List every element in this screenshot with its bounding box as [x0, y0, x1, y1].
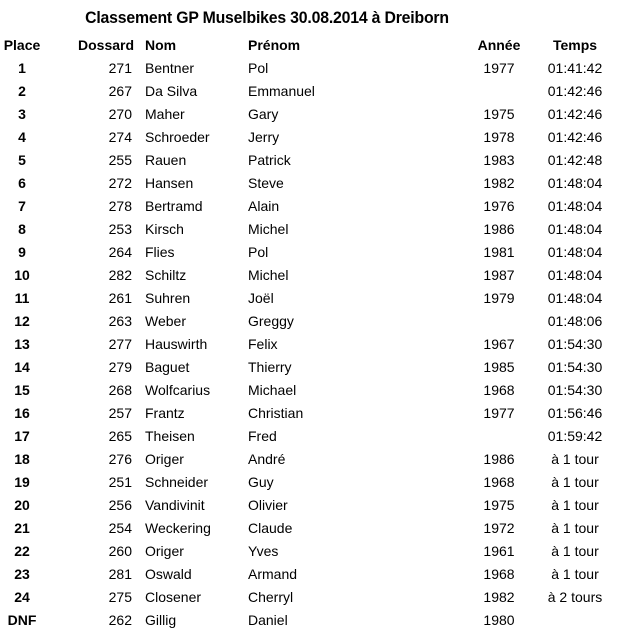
cell-prenom: Michel [248, 267, 289, 283]
cell-annee: 1983 [483, 152, 515, 168]
cell-place: 17 [14, 428, 30, 444]
table-row [0, 402, 620, 424]
table-row [0, 126, 620, 148]
cell-nom: Gillig [145, 612, 177, 628]
cell-annee: 1986 [483, 451, 515, 467]
cell-place: 19 [14, 474, 30, 490]
cell-place: 8 [18, 221, 26, 237]
cell-nom: Wolfcarius [145, 382, 211, 398]
cell-temps: 01:42:48 [547, 152, 603, 168]
header-nom: Nom [145, 37, 177, 53]
cell-temps: à 1 tour [551, 497, 599, 513]
cell-dossard: 251 [108, 474, 132, 490]
cell-annee: 1978 [483, 129, 515, 145]
cell-place: 24 [14, 589, 30, 605]
cell-nom: Origer [145, 543, 184, 559]
cell-prenom: Alain [248, 198, 280, 214]
table-row [0, 172, 620, 194]
cell-dossard: 277 [108, 336, 132, 352]
cell-dossard: 275 [108, 589, 132, 605]
header-prenom: Prénom [248, 37, 301, 53]
table-row [0, 103, 620, 125]
cell-annee: 1976 [483, 198, 515, 214]
cell-dossard: 274 [108, 129, 132, 145]
cell-temps: à 2 tours [547, 589, 603, 605]
cell-place: 18 [14, 451, 30, 467]
cell-prenom: Claude [248, 520, 293, 536]
cell-nom: Theisen [145, 428, 195, 444]
table-header [0, 34, 620, 56]
cell-dossard: 261 [108, 290, 132, 306]
cell-dossard: 253 [108, 221, 132, 237]
table-row [0, 241, 620, 263]
cell-prenom: Daniel [248, 612, 288, 628]
cell-prenom: Jerry [248, 129, 280, 145]
cell-nom: Da Silva [145, 83, 198, 99]
cell-place: 22 [14, 543, 30, 559]
cell-annee: 1975 [483, 106, 515, 122]
cell-prenom: Armand [248, 566, 298, 582]
cell-nom: Suhren [145, 290, 191, 306]
cell-annee: 1985 [483, 359, 515, 375]
cell-place: 2 [18, 83, 26, 99]
cell-temps: 01:54:30 [547, 336, 603, 352]
cell-nom: Oswald [145, 566, 192, 582]
table-row [0, 57, 620, 79]
cell-dossard: 254 [108, 520, 132, 536]
header-place: Place [3, 37, 41, 53]
cell-nom: Vandivinit [145, 497, 205, 513]
cell-nom: Schiltz [145, 267, 187, 283]
cell-temps: 01:48:04 [547, 244, 603, 260]
table-row [0, 425, 620, 447]
cell-dossard: 255 [108, 152, 132, 168]
cell-dossard: 256 [108, 497, 132, 513]
cell-prenom: Cherryl [248, 589, 294, 605]
cell-prenom: Joël [248, 290, 274, 306]
cell-prenom: Steve [248, 175, 284, 191]
table-row [0, 540, 620, 562]
table-row [0, 379, 620, 401]
cell-dossard: 267 [108, 83, 132, 99]
cell-temps: à 1 tour [551, 543, 599, 559]
cell-annee: 1987 [483, 267, 515, 283]
cell-place: 6 [18, 175, 26, 191]
table-row [0, 195, 620, 217]
cell-prenom: Yves [248, 543, 279, 559]
cell-temps: 01:54:30 [547, 359, 603, 375]
cell-temps: 01:59:42 [547, 428, 603, 444]
cell-dossard: 268 [108, 382, 132, 398]
cell-place: 1 [18, 60, 26, 76]
cell-prenom: Pol [248, 60, 269, 76]
cell-nom: Schroeder [145, 129, 210, 145]
cell-temps: 01:41:42 [547, 60, 603, 76]
cell-annee: 1968 [483, 474, 515, 490]
cell-prenom: Pol [248, 244, 269, 260]
cell-nom: Closener [145, 589, 202, 605]
cell-prenom: Emmanuel [248, 83, 315, 99]
cell-dossard: 279 [108, 359, 132, 375]
table-row [0, 586, 620, 608]
cell-nom: Bentner [145, 60, 195, 76]
table-row [0, 563, 620, 585]
cell-place: 12 [14, 313, 30, 329]
cell-annee: 1972 [483, 520, 515, 536]
cell-nom: Weber [145, 313, 186, 329]
table-row [0, 471, 620, 493]
cell-dossard: 282 [108, 267, 132, 283]
table-row [0, 80, 620, 102]
cell-annee: 1980 [483, 612, 515, 628]
cell-dossard: 263 [108, 313, 132, 329]
table-row [0, 264, 620, 286]
header-annee: Année [477, 37, 521, 53]
cell-dossard: 262 [108, 612, 132, 628]
cell-nom: Flies [145, 244, 175, 260]
cell-nom: Frantz [145, 405, 185, 421]
cell-nom: Weckering [145, 520, 211, 536]
cell-prenom: Guy [248, 474, 274, 490]
table-row [0, 333, 620, 355]
page-title: Classement GP Muselbikes 30.08.2014 à Dreiborn [85, 8, 449, 27]
cell-temps: 01:48:04 [547, 175, 603, 191]
cell-nom: Hauswirth [145, 336, 208, 352]
cell-dossard: 270 [108, 106, 132, 122]
cell-temps: 01:56:46 [547, 405, 603, 421]
table-row [0, 218, 620, 240]
cell-place: 3 [18, 106, 26, 122]
table-row [0, 494, 620, 516]
cell-temps: à 1 tour [551, 566, 599, 582]
cell-dossard: 281 [108, 566, 132, 582]
cell-prenom: Michel [248, 221, 289, 237]
cell-nom: Hansen [145, 175, 194, 191]
cell-annee: 1982 [483, 175, 515, 191]
cell-prenom: Patrick [248, 152, 291, 168]
cell-place: 20 [14, 497, 30, 513]
cell-annee: 1968 [483, 566, 515, 582]
cell-prenom: Olivier [248, 497, 288, 513]
header-dossard: Dossard [78, 37, 135, 53]
cell-place: 16 [14, 405, 30, 421]
cell-temps: 01:42:46 [547, 83, 603, 99]
table-row [0, 149, 620, 171]
table-row [0, 609, 620, 631]
cell-annee: 1981 [483, 244, 515, 260]
table-row [0, 356, 620, 378]
cell-prenom: Christian [248, 405, 304, 421]
cell-prenom: André [248, 451, 286, 467]
cell-annee: 1986 [483, 221, 515, 237]
cell-temps: 01:48:04 [547, 221, 603, 237]
cell-dossard: 276 [108, 451, 132, 467]
cell-temps: à 1 tour [551, 451, 599, 467]
cell-temps: 01:42:46 [547, 129, 603, 145]
cell-prenom: Fred [248, 428, 277, 444]
cell-place: 23 [14, 566, 30, 582]
cell-temps: à 1 tour [551, 520, 599, 536]
cell-dossard: 265 [108, 428, 132, 444]
cell-prenom: Greggy [248, 313, 294, 329]
cell-nom: Origer [145, 451, 184, 467]
cell-annee: 1968 [483, 382, 515, 398]
cell-place: 7 [18, 198, 26, 214]
cell-place: 14 [14, 359, 30, 375]
cell-nom: Baguet [145, 359, 190, 375]
cell-dossard: 264 [108, 244, 132, 260]
cell-place: 10 [14, 267, 30, 283]
table-row [0, 310, 620, 332]
cell-place: 9 [18, 244, 26, 260]
cell-temps: 01:48:06 [547, 313, 603, 329]
cell-prenom: Gary [248, 106, 279, 122]
cell-place: 11 [14, 290, 30, 306]
cell-place: 15 [14, 382, 30, 398]
cell-dossard: 278 [108, 198, 132, 214]
cell-temps: 01:48:04 [547, 198, 603, 214]
cell-place: 13 [14, 336, 30, 352]
cell-prenom: Thierry [248, 359, 292, 375]
cell-temps: 01:48:04 [547, 290, 603, 306]
cell-annee: 1975 [483, 497, 515, 513]
cell-dossard: 271 [108, 60, 132, 76]
table-row [0, 287, 620, 309]
cell-annee: 1961 [483, 543, 515, 559]
cell-temps: 01:42:46 [547, 106, 603, 122]
cell-nom: Rauen [145, 152, 187, 168]
cell-nom: Schneider [145, 474, 209, 490]
cell-dossard: 272 [108, 175, 132, 191]
cell-place: 5 [18, 152, 26, 168]
cell-temps: à 1 tour [551, 474, 599, 490]
cell-dossard: 257 [108, 405, 132, 421]
cell-place: 4 [18, 129, 26, 145]
cell-dossard: 260 [108, 543, 132, 559]
cell-annee: 1979 [483, 290, 515, 306]
cell-prenom: Michael [248, 382, 297, 398]
cell-nom: Maher [145, 106, 185, 122]
cell-annee: 1977 [483, 405, 515, 421]
cell-temps: 01:54:30 [547, 382, 603, 398]
cell-place: DNF [7, 612, 37, 628]
cell-prenom: Felix [248, 336, 278, 352]
table-row [0, 517, 620, 539]
cell-annee: 1967 [483, 336, 515, 352]
table-row [0, 448, 620, 470]
cell-annee: 1977 [483, 60, 515, 76]
cell-nom: Kirsch [145, 221, 184, 237]
cell-place: 21 [14, 520, 30, 536]
cell-annee: 1982 [483, 589, 515, 605]
cell-temps: 01:48:04 [547, 267, 603, 283]
cell-nom: Bertramd [145, 198, 203, 214]
header-temps: Temps [552, 37, 598, 53]
